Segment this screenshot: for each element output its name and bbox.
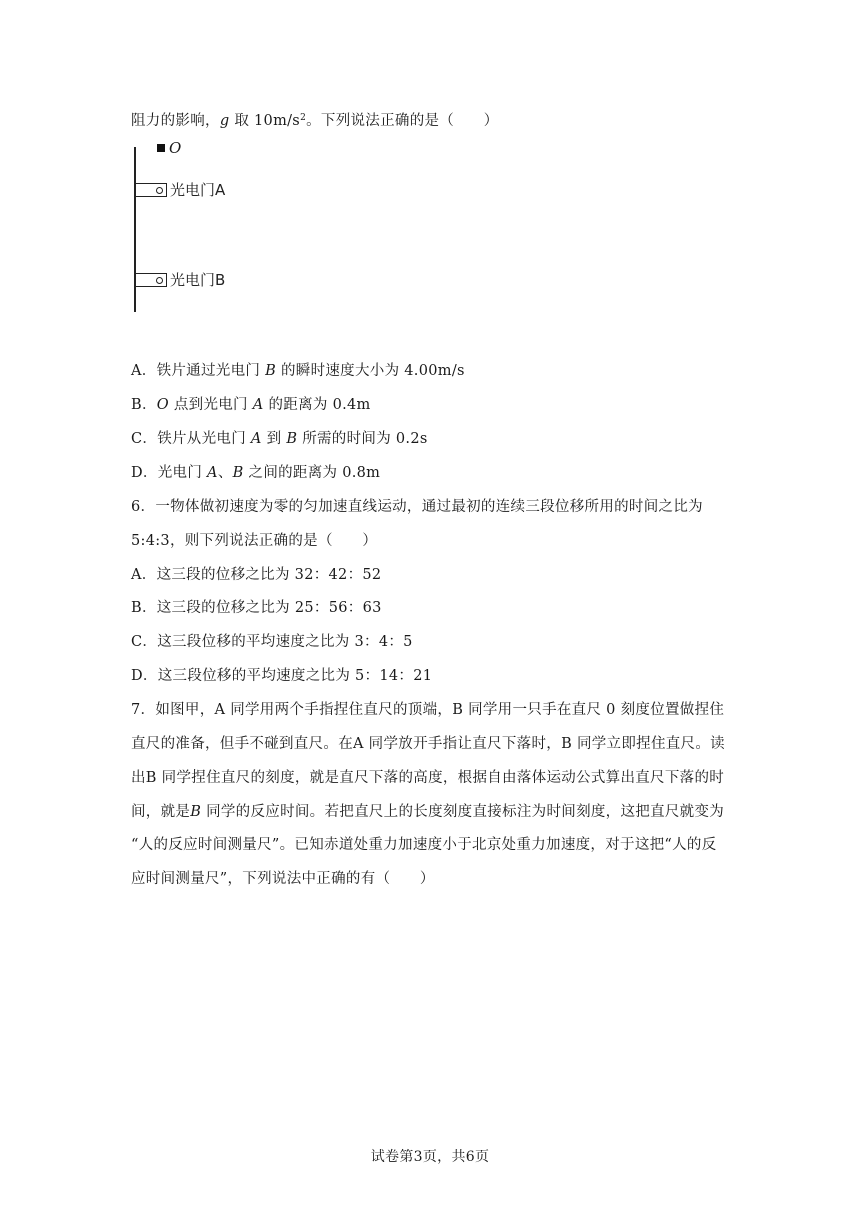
q7-line5: “人的反应时间测量尺”。已知赤道处重力加速度小于北京处重力加速度，对于这把“人的反 [131, 837, 717, 853]
page-footer: 试卷第3页，共6页 [370, 1149, 490, 1165]
q7-line2: 直尺的准备，但手不碰到直尺。在A 同学放开手指让直尺下落时，B 同学立即捏住直尺。读 [131, 736, 725, 752]
q6-stem-line2: 5:4:3，则下列说法正确的是（ ） [131, 533, 378, 549]
photogate-b-sensor-icon [156, 277, 163, 284]
iron-piece-icon [157, 144, 165, 152]
q7-line6: 应时间测量尺”，下列说法中正确的有（ ） [131, 871, 435, 887]
q7-line3: 出B 同学捏住直尺的刻度，就是直尺下落的高度，根据自由落体运动公式算出直尺下落的时 [131, 770, 725, 786]
photogate-a [135, 183, 167, 197]
photogate-b [135, 273, 167, 287]
point-o-label: O [169, 139, 182, 157]
q5-option-a: A．铁片通过光电门 B 的瞬时速度大小为 4.00m/s [131, 363, 465, 379]
vertical-rod [134, 147, 136, 312]
q6-option-a: A．这三段的位移之比为 32：42：52 [131, 567, 382, 583]
q7-line4: 间，就是B 同学的反应时间。若把直尺上的长度刻度直接标注为时间刻度，这把直尺就变为 [131, 804, 725, 820]
q5-option-b: B．O 点到光电门 A 的距离为 0.4m [131, 397, 371, 413]
q5-stem-tail: 阻力的影响，g 取 $10m/s^2$。下列说法正确的是（ ） [131, 113, 499, 129]
photogate-b-label: 光电门B [170, 271, 226, 289]
q6-stem-line1: 6．一物体做初速度为零的匀加速直线运动，通过最初的连续三段位移所用的时间之比为 [131, 499, 703, 515]
q7-line1: 7．如图甲，A 同学用两个手指捏住直尺的顶端，B 同学用一只手在直尺 0 刻度位置做捏住 [131, 702, 725, 718]
q6-option-c: C．这三段位移的平均速度之比为 3：4：5 [131, 634, 413, 650]
q6-option-d: D．这三段位移的平均速度之比为 5：14：21 [131, 668, 433, 684]
photogate-a-sensor-icon [156, 187, 163, 194]
q5-option-d: D．光电门 A、B 之间的距离为 0.8m [131, 465, 381, 481]
q5-option-c: C．铁片从光电门 A 到 B 所需的时间为 0.2s [131, 431, 428, 447]
var-g: g [219, 113, 230, 129]
photogate-a-label: 光电门A [170, 181, 226, 199]
q6-option-b: B．这三段的位移之比为 25：56：63 [131, 600, 382, 616]
photogate-figure [126, 138, 266, 316]
